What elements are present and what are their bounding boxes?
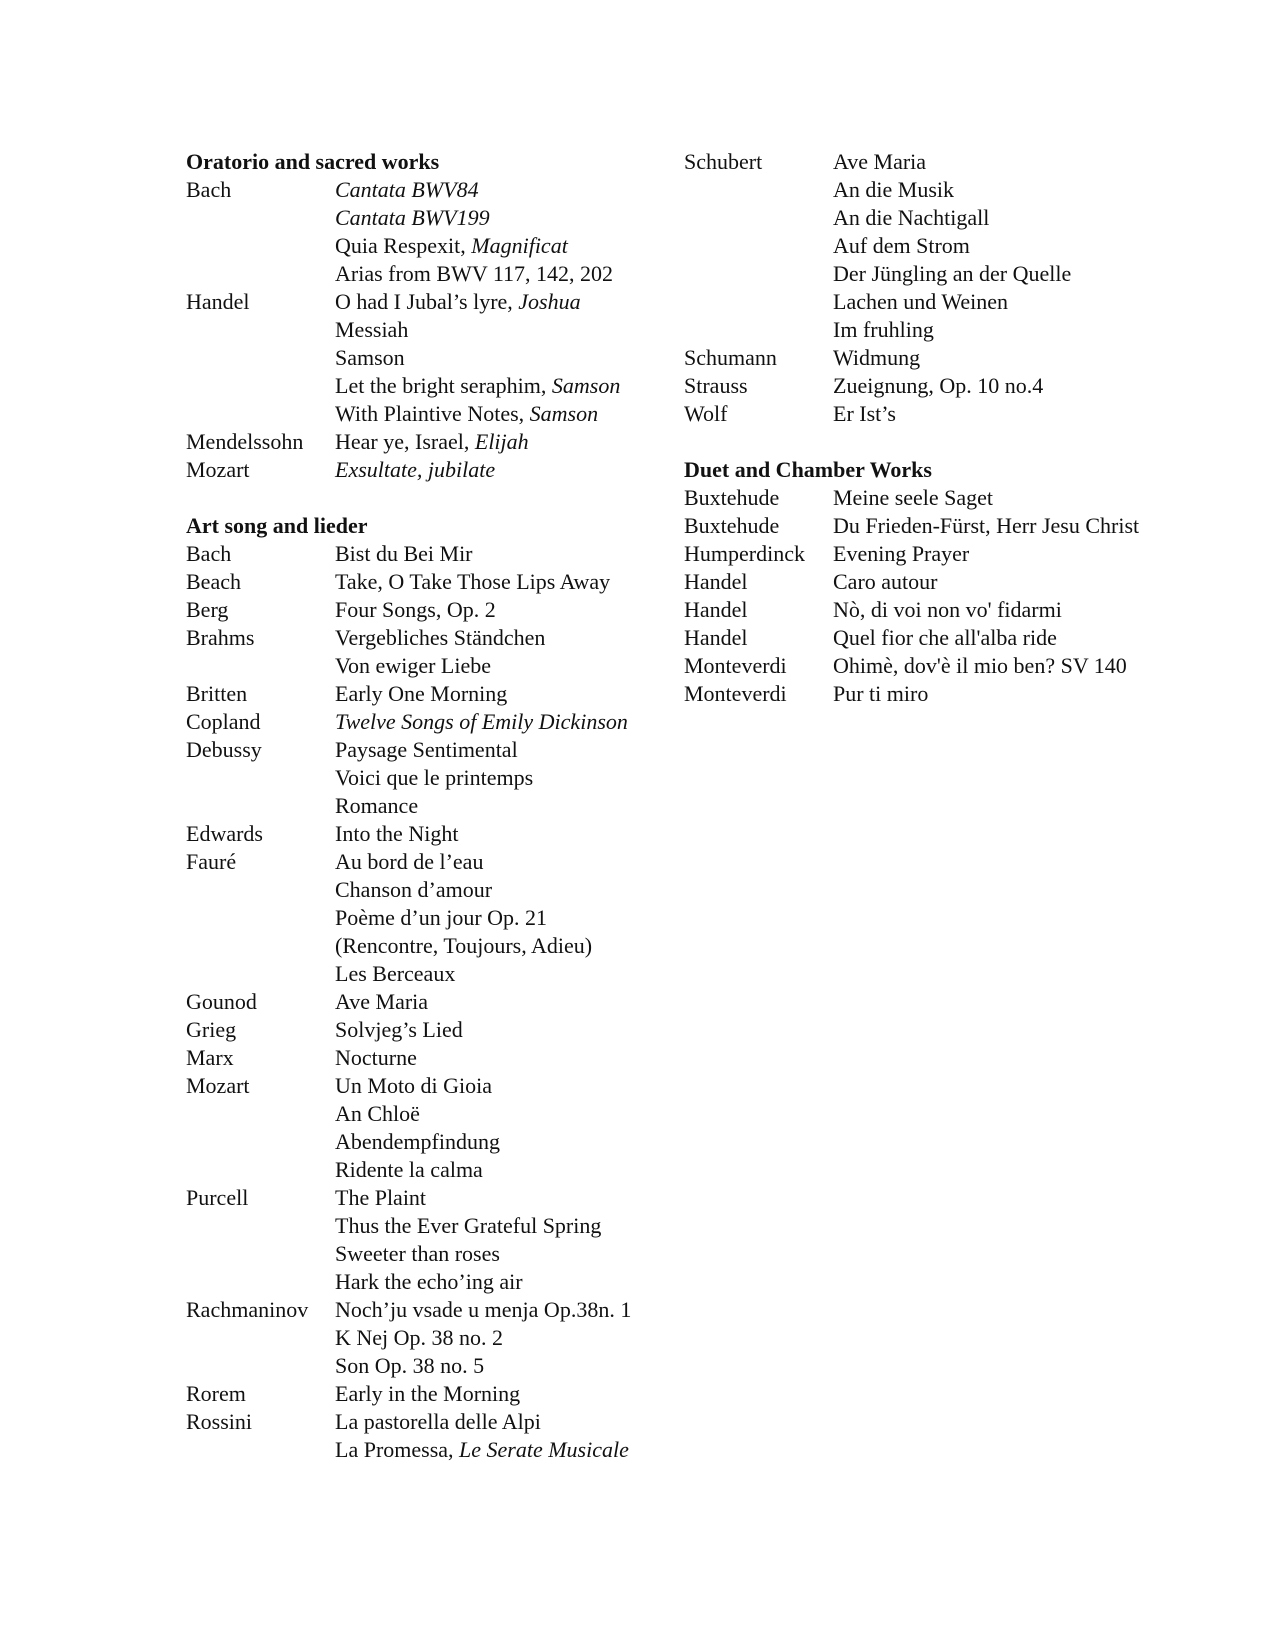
composer-name: Handel (684, 569, 748, 594)
composer-name: Mendelssohn (186, 429, 304, 454)
work-title-text: Abendempfindung (335, 1129, 500, 1154)
work-title-text: Early One Morning (335, 681, 508, 706)
composer-name: Buxtehude (684, 513, 780, 538)
work-title (335, 904, 676, 932)
repertoire-entry (186, 848, 676, 988)
work-title (335, 960, 676, 988)
section-oratorio-and-sacred-works (186, 148, 676, 484)
work-list (335, 1044, 676, 1072)
work-title-text: Nò, di voi non vo' fidarmi (833, 597, 1062, 622)
composer-name: Handel (684, 597, 748, 622)
repertoire-entry (186, 1184, 676, 1296)
work-list (335, 624, 676, 680)
repertoire-entry (186, 596, 676, 624)
section-heading: Duet and Chamber Works (684, 457, 932, 482)
work-title (833, 176, 1158, 204)
work-title (335, 624, 676, 652)
work-title (833, 652, 1158, 680)
work-title (833, 512, 1158, 540)
work-title-italic: Exsultate, jubilate (335, 457, 496, 482)
work-title-text: The Plaint (335, 1185, 427, 1210)
work-list (335, 708, 676, 736)
section-heading: Oratorio and sacred works (186, 149, 440, 174)
composer-name: Grieg (186, 1017, 237, 1042)
work-title (335, 1324, 676, 1352)
composer-name: Schumann (684, 345, 777, 370)
work-title-text: Bist du Bei Mir (335, 541, 473, 566)
work-title (335, 848, 676, 876)
work-title (833, 596, 1158, 624)
work-title (335, 204, 676, 232)
composer-name: Strauss (684, 373, 748, 398)
repertoire-entry (186, 624, 676, 680)
work-title-text: Caro autour (833, 569, 938, 594)
work-title-text: Son Op. 38 no. 5 (335, 1353, 485, 1378)
work-title (335, 596, 676, 624)
composer-name: Monteverdi (684, 681, 787, 706)
work-title-text: Take, O Take Those Lips Away (335, 569, 611, 594)
composer-name: Rossini (186, 1409, 253, 1434)
work-list (335, 1184, 676, 1296)
work-title-text: K Nej Op. 38 no. 2 (335, 1325, 504, 1350)
work-title (335, 1436, 676, 1464)
repertoire-entry (186, 820, 676, 848)
composer-name: Mozart (186, 457, 250, 482)
work-title-text: Messiah (335, 317, 409, 342)
section-spacer (684, 428, 1244, 456)
work-title-text: An Chloë (335, 1101, 420, 1126)
section-heading: Art song and lieder (186, 513, 368, 538)
work-title-text: Samson (335, 345, 405, 370)
work-title-text: With Plaintive Notes, (335, 401, 530, 426)
work-title-text: Ave Maria (335, 989, 429, 1014)
work-list (335, 1016, 676, 1044)
work-list (833, 624, 1158, 652)
work-title-text: Ave Maria (833, 149, 927, 174)
work-title-text: Chanson d’amour (335, 877, 493, 902)
composer-name: Schubert (684, 149, 763, 174)
work-title-text: Der Jüngling an der Quelle (833, 261, 1072, 286)
work-title (833, 316, 1158, 344)
work-title-italic: Cantata BWV84 (335, 177, 479, 202)
work-title-text: Voici que le printemps (335, 765, 534, 790)
repertoire-entry (186, 708, 676, 736)
work-title-text: Hear ye, Israel, (335, 429, 475, 454)
repertoire-entry (186, 988, 676, 1016)
work-title (335, 288, 676, 316)
work-list (335, 1072, 676, 1184)
work-title-text: An die Musik (833, 177, 954, 202)
work-list (833, 148, 1158, 344)
composer-name: Handel (684, 625, 748, 650)
work-title-text: (Rencontre, Toujours, Adieu) (335, 933, 593, 958)
composer-name: Handel (186, 289, 250, 314)
work-list (833, 540, 1158, 568)
repertoire-entry (684, 512, 1244, 540)
work-list (833, 596, 1158, 624)
repertoire-entry (186, 1380, 676, 1408)
work-title-text: Into the Night (335, 821, 459, 846)
work-title-text: Du Frieden-Fürst, Herr Jesu Christ (833, 513, 1140, 538)
work-list (335, 1296, 676, 1380)
work-list (335, 176, 676, 288)
work-title (833, 204, 1158, 232)
work-list (335, 988, 676, 1016)
work-title (335, 1268, 676, 1296)
work-title-text: Von ewiger Liebe (335, 653, 491, 678)
composer-name: Berg (186, 597, 229, 622)
repertoire-entry (684, 484, 1244, 512)
work-title-italic: Elijah (474, 429, 529, 454)
work-title-text: Poème d’un jour Op. 21 (335, 905, 548, 930)
work-title (335, 876, 676, 904)
work-title-text: La Promessa, (335, 1437, 460, 1462)
work-title (335, 540, 676, 568)
work-list (335, 736, 676, 820)
work-title (833, 680, 1158, 708)
work-title-italic: Twelve Songs of Emily Dickinson (335, 709, 628, 734)
work-title-text: Les Berceaux (335, 961, 456, 986)
repertoire-entry (186, 736, 676, 820)
work-title-text: Ridente la calma (335, 1157, 483, 1182)
work-title-text: La pastorella delle Alpi (335, 1409, 541, 1434)
composer-name: Purcell (186, 1185, 249, 1210)
work-title-text: Sweeter than roses (335, 1241, 500, 1266)
repertoire-entry (186, 1072, 676, 1184)
work-title (335, 1044, 676, 1072)
work-title-text: Widmung (833, 345, 921, 370)
composer-name: Edwards (186, 821, 263, 846)
work-title (833, 400, 1158, 428)
work-title-text: Noch’ju vsade u menja Op.38n. 1 (335, 1297, 632, 1322)
work-list (335, 1408, 676, 1464)
composer-name: Mozart (186, 1073, 250, 1098)
work-list (335, 596, 676, 624)
repertoire-entry (684, 652, 1244, 680)
right-column (684, 148, 1244, 708)
repertoire-entry (684, 148, 1244, 344)
work-list (833, 512, 1158, 540)
work-list (335, 848, 676, 988)
repertoire-entry (186, 540, 676, 568)
work-title-text: Solvjeg’s Lied (335, 1017, 463, 1042)
work-title-text: Romance (335, 793, 419, 818)
work-title (833, 344, 1158, 372)
work-title-text: O had I Jubal’s lyre, (335, 289, 519, 314)
work-title-text: Paysage Sentimental (335, 737, 518, 762)
repertoire-entry (684, 400, 1244, 428)
work-title (833, 540, 1158, 568)
work-list (833, 372, 1158, 400)
work-title-text: Un Moto di Gioia (335, 1073, 493, 1098)
work-title-italic: Samson (551, 373, 621, 398)
work-list (335, 680, 676, 708)
repertoire-entry (684, 596, 1244, 624)
work-title (335, 932, 676, 960)
work-list (335, 288, 676, 428)
work-title-text: Nocturne (335, 1045, 417, 1070)
work-title-text: Auf dem Strom (833, 233, 970, 258)
work-title (335, 316, 676, 344)
work-title (335, 372, 676, 400)
work-title (335, 820, 676, 848)
composer-name: Gounod (186, 989, 257, 1014)
work-title (335, 1408, 676, 1436)
work-list (833, 652, 1158, 680)
repertoire-entry (684, 344, 1244, 372)
work-title (335, 1296, 676, 1324)
work-title-italic: Samson (529, 401, 599, 426)
work-title-italic: Magnificat (471, 233, 568, 258)
left-column (186, 148, 676, 1464)
work-title (833, 484, 1158, 512)
section-spacer (186, 484, 676, 512)
composer-name: Buxtehude (684, 485, 780, 510)
work-title-italic: Le Serate Musicale (459, 1437, 629, 1462)
work-title (335, 568, 676, 596)
work-title-italic: Joshua (518, 289, 581, 314)
work-title (335, 1380, 676, 1408)
work-title (335, 456, 676, 484)
work-title (335, 400, 676, 428)
composer-name: Bach (186, 177, 232, 202)
work-title-text: Arias from BWV 117, 142, 202 (335, 261, 614, 286)
section-duet-and-chamber-works (684, 456, 1244, 708)
work-title-text: Ohimè, dov'è il mio ben? SV 140 (833, 653, 1127, 678)
work-list (335, 456, 676, 484)
work-list (833, 344, 1158, 372)
work-title (335, 988, 676, 1016)
work-title-text: Er Ist’s (833, 401, 896, 426)
work-title-text: Zueignung, Op. 10 no.4 (833, 373, 1044, 398)
repertoire-entry (186, 568, 676, 596)
repertoire-entry (186, 456, 676, 484)
work-title-text: Au bord de l’eau (335, 849, 484, 874)
work-title-text: Let the bright seraphim, (335, 373, 552, 398)
work-list (833, 568, 1158, 596)
work-title (335, 1072, 676, 1100)
repertoire-entry (186, 176, 676, 288)
work-title (335, 1100, 676, 1128)
work-title (833, 148, 1158, 176)
repertoire-entry (684, 624, 1244, 652)
composer-name: Rachmaninov (186, 1297, 309, 1322)
repertoire-entry (186, 428, 676, 456)
work-list (335, 568, 676, 596)
work-title (335, 1016, 676, 1044)
work-title (335, 1184, 676, 1212)
work-title (335, 260, 676, 288)
work-title (335, 736, 676, 764)
work-list (335, 428, 676, 456)
work-list (833, 680, 1158, 708)
work-title-text: An die Nachtigall (833, 205, 990, 230)
repertoire-entry (186, 680, 676, 708)
repertoire-entry (186, 1016, 676, 1044)
composer-name: Brahms (186, 625, 255, 650)
composer-name: Marx (186, 1045, 234, 1070)
repertoire-entry (684, 680, 1244, 708)
work-list (833, 400, 1158, 428)
work-title-italic: Cantata BWV199 (335, 205, 490, 230)
work-title-text: Thus the Ever Grateful Spring (335, 1213, 602, 1238)
work-title (833, 288, 1158, 316)
repertoire-entry (684, 372, 1244, 400)
work-title (833, 232, 1158, 260)
composer-name: Bach (186, 541, 232, 566)
work-list (335, 820, 676, 848)
work-title (335, 680, 676, 708)
work-title (335, 1128, 676, 1156)
work-title-text: Evening Prayer (833, 541, 970, 566)
work-title (335, 232, 676, 260)
work-list (335, 540, 676, 568)
composer-name: Rorem (186, 1381, 246, 1406)
repertoire-entry (186, 1296, 676, 1380)
composer-name: Wolf (684, 401, 728, 426)
work-title (335, 652, 676, 680)
work-title (833, 568, 1158, 596)
work-title (335, 708, 676, 736)
work-title (335, 1212, 676, 1240)
work-title-text: Pur ti miro (833, 681, 929, 706)
work-title-text: Four Songs, Op. 2 (335, 597, 496, 622)
work-title (335, 428, 676, 456)
section-art-song-and-lieder (186, 512, 676, 1464)
repertoire-entry (684, 568, 1244, 596)
work-list (335, 1380, 676, 1408)
work-title (335, 344, 676, 372)
composer-name: Humperdinck (684, 541, 805, 566)
repertoire-entry (684, 540, 1244, 568)
work-title (833, 260, 1158, 288)
work-title (833, 624, 1158, 652)
work-title-text: Lachen und Weinen (833, 289, 1008, 314)
work-title (833, 372, 1158, 400)
repertoire-entry (186, 1044, 676, 1072)
composer-name: Debussy (186, 737, 262, 762)
repertoire-entry (186, 288, 676, 428)
work-title (335, 792, 676, 820)
work-title-text: Early in the Morning (335, 1381, 521, 1406)
work-title-text: Hark the echo’ing air (335, 1269, 523, 1294)
composer-name: Copland (186, 709, 261, 734)
repertoire-entry (186, 1408, 676, 1464)
work-title-text: Meine seele Saget (833, 485, 994, 510)
work-title (335, 764, 676, 792)
work-title (335, 1352, 676, 1380)
composer-name: Beach (186, 569, 241, 594)
work-title-text: Im fruhling (833, 317, 934, 342)
composer-name: Monteverdi (684, 653, 787, 678)
work-title (335, 1156, 676, 1184)
work-title (335, 176, 676, 204)
composer-name: Britten (186, 681, 248, 706)
work-list (833, 484, 1158, 512)
composer-name: Fauré (186, 849, 237, 874)
work-title-text: Quia Respexit, (335, 233, 472, 258)
work-title-text: Vergebliches Ständchen (335, 625, 546, 650)
section-continued (684, 148, 1244, 428)
work-title-text: Quel fior che all'alba ride (833, 625, 1057, 650)
work-title (335, 1240, 676, 1268)
